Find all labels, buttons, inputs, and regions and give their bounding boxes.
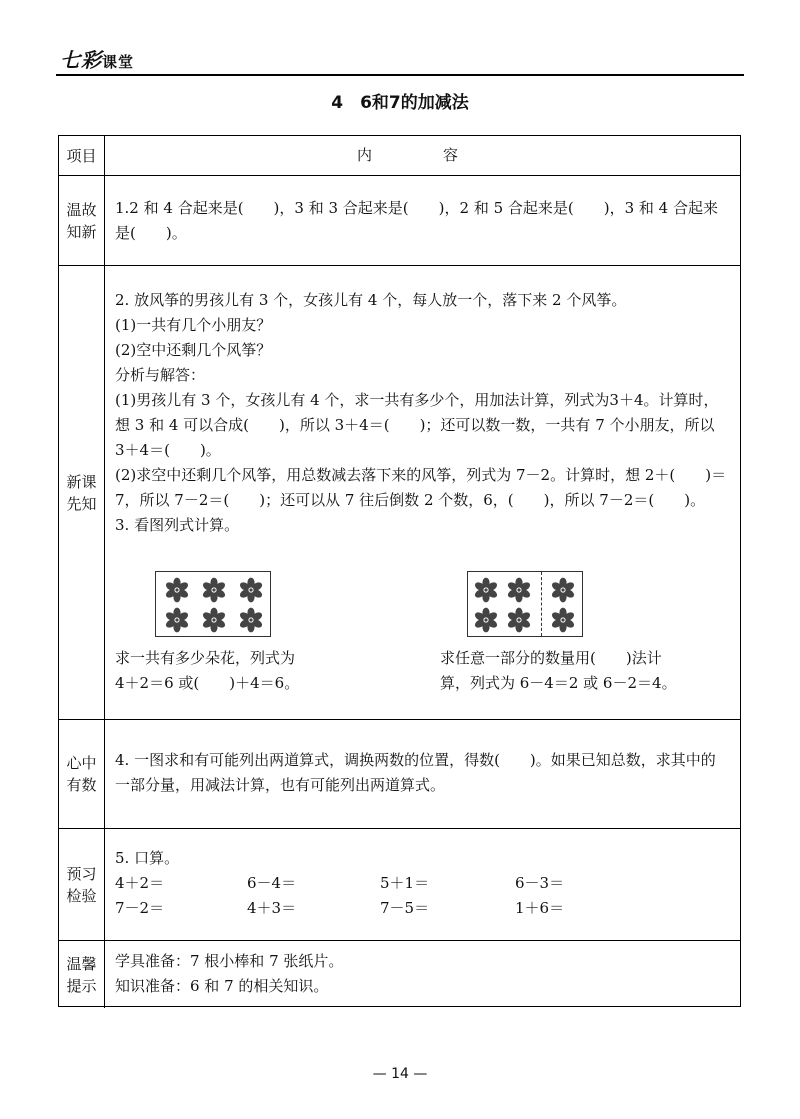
brand-logo [60,44,134,73]
flower-icon [473,577,499,603]
mental-math-item: 6－4＝ [247,874,297,892]
flower-icon [201,607,227,633]
question-5: 5. 口算。 [115,849,180,867]
analysis-1: (1)男孩儿有 3 个，女孩儿有 4 个，求一共有多少个，用加法计算，列式为3＋4。计算时，想 3 和 4 可以合成( )，所以 3＋4＝( )；还可以数一数，一共有 7 个小朋友，所以 3＋4＝( )。 [115,391,719,459]
sub-question-1: (1)一共有几个小朋友？ [115,316,272,334]
figure-left-caption-2: 4＋2＝6 或( )＋4＝6。 [115,674,300,692]
flower-icon [506,577,532,603]
analysis-2: (2)求空中还剩几个风筝，用总数减去落下来的风筝，列式为 7－2。计算时，想 2＋( )＝7，所以 7－2＝( )；还可以从 7 往后倒数 2 个数，6，( )，所以 7－2＝( )。 [115,466,727,509]
column-header-item: 项目 [59,136,105,175]
mental-math-item: 7－5＝ [380,899,430,917]
figure-left-caption-1: 求一共有多少朵花，列式为 [115,649,296,667]
row-label: 心中有数 [59,720,105,828]
row-content [105,720,740,828]
mental-math-item: 1＋6＝ [515,899,565,917]
mental-math-item: 7－2＝ [115,899,165,917]
flower-icon [550,607,576,633]
brand-suffix: 课堂 [102,53,135,71]
row-label: 温馨提示 [59,941,105,1008]
row-content [105,266,740,719]
mental-math-item: 4＋2＝ [115,874,165,892]
mental-math-item: 5＋1＝ [380,874,430,892]
question-4: 4. 一图求和有可能列出两道算式，调换两数的位置，得数( )。如果已知总数，求其中的一部分量，用减法计算，也有可能列出两道算式。 [115,751,716,794]
table-row-review [59,175,740,265]
table-row-tips [59,940,740,1008]
page-number: — 14 — [372,1066,428,1082]
row-content [105,176,740,265]
flower-icon [238,577,264,603]
flower-figure-left [155,571,271,637]
flower-icon [238,607,264,633]
table-row-mind [59,719,740,828]
mental-math-item: 6－3＝ [515,874,565,892]
page-title: 4 6和7的加减法 [331,93,469,113]
header-rule [56,74,744,76]
flower-icon [506,607,532,633]
tip-knowledge: 知识准备：6 和 7 的相关知识。 [115,977,329,995]
flower-icon [201,577,227,603]
flower-icon [473,607,499,633]
table-header-row [59,136,740,175]
row-content [105,941,740,1008]
table-row-check [59,828,740,940]
flower-icon [164,577,190,603]
question-2: 2. 放风筝的男孩儿有 3 个，女孩儿有 4 个，每人放一个，落下来 2 个风筝。 [115,291,627,309]
column-header-content: 内 容 [356,146,486,164]
mental-math-item: 4＋3＝ [247,899,297,917]
row-label: 新课先知 [59,266,105,719]
row-label: 预习检验 [59,829,105,940]
flower-figure-right [467,571,583,637]
table-row-preview [59,265,740,719]
dashed-divider [541,572,542,636]
analysis-heading: 分析与解答： [115,366,206,384]
row-content [105,829,740,940]
lesson-table [58,135,741,1007]
sub-question-2: (2)空中还剩几个风筝？ [115,341,272,359]
tip-tools: 学具准备：7 根小棒和 7 张纸片。 [115,952,344,970]
flower-icon [550,577,576,603]
review-question: 1.2 和 4 合起来是( )，3 和 3 合起来是( )，2 和 5 合起来是( )，3 和 4 合起来是( )。 [115,199,718,242]
brand-name: 七彩 [60,48,102,72]
flower-icon [164,607,190,633]
figure-right-caption-1: 求任意一部分的数量用( )法计 [440,649,662,667]
figure-right-caption-2: 算，列式为 6－4＝2 或 6－2＝4。 [440,674,677,692]
question-3: 3. 看图列式计算。 [115,516,240,534]
row-label: 温故知新 [59,176,105,265]
